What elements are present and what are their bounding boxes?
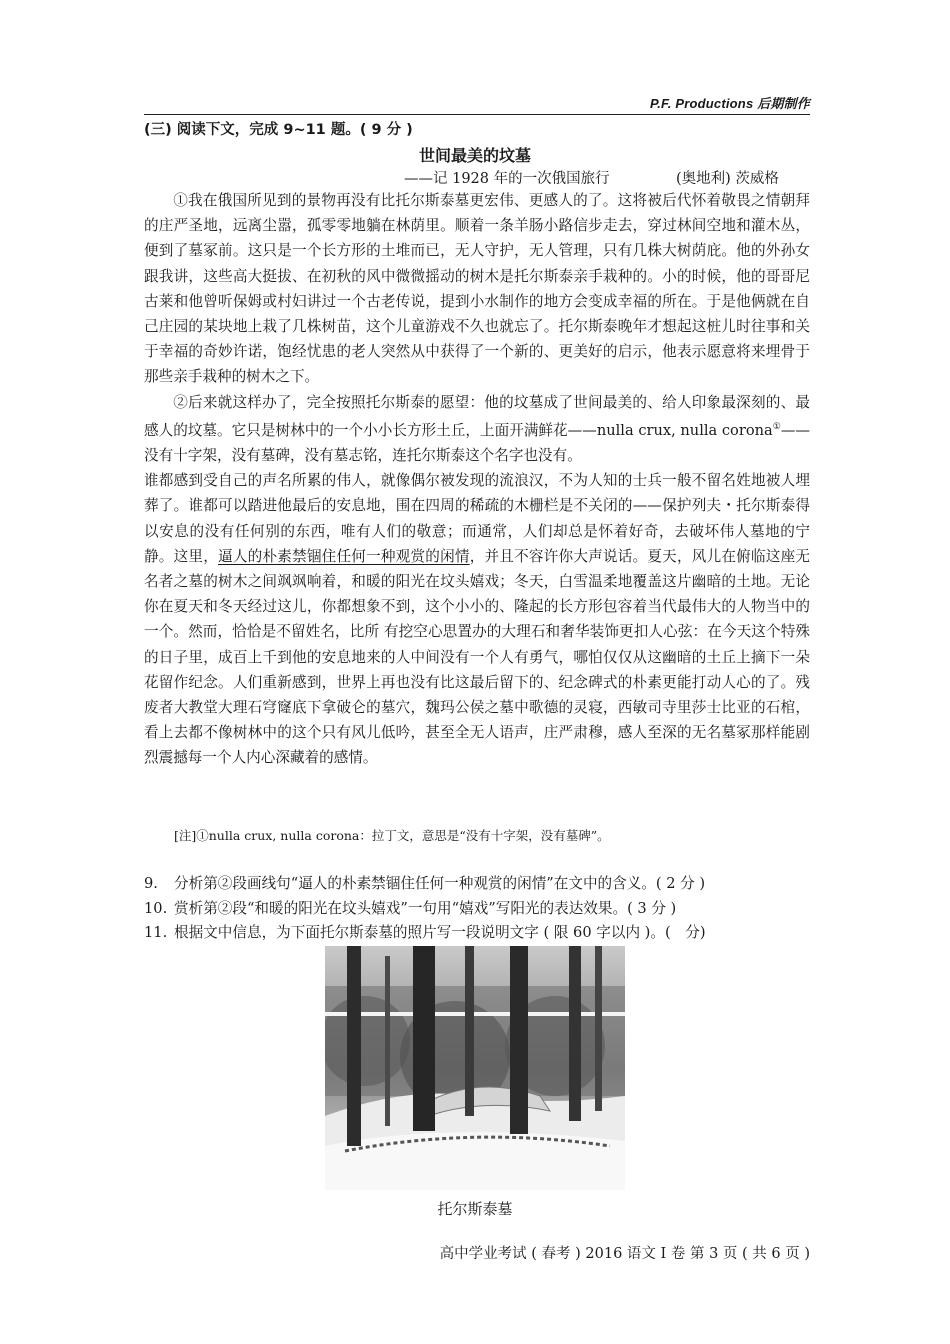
question-number: 10.	[144, 899, 168, 917]
underlined-sentence: 逼人的朴素禁锢住任何一种观赏的闲情	[218, 547, 470, 565]
paragraph-3-part-2: ，并且不容许你大声说话。夏天，风儿在俯临这座无名者之墓的树木之间飒飒响着，和暖的阳光在坟头嬉戏；冬天，白雪温柔地覆盖这片幽暗的土地。无论你在夏天和冬天经过这儿，你都想象不到，这个小小的、隆起的长方形包容着当代最伟大的人物当中的一个。然而，恰恰是不留姓名，比所 有挖空心思置办的大理石和奢华装饰更扣人心弦：在今天这个特殊的日子里，成百上千到他的安息地来的人中间没有一个人有勇气，哪怕仅仅从这幽暗的土丘上摘下一朵花留作纪念。人们重新感到，世界上再也没有比这最后留下的、纪念碑式的朴素更能打动人心的了。残废者大教堂大理石穹窿底下拿破仑的墓穴，魏玛公侯之墓中歌德的灵寝，西敏司寺里莎士比亚的石棺，看上去都不像树林中的这个只有风儿低吟，甚至全无人语声，庄严肃穆，感人至深的无名墓冢那样能剧烈震撼每一个人内心深藏着的感情。	[144, 547, 810, 767]
paragraph-2	[144, 390, 810, 468]
article-subtitle: ——记 1928 年的一次俄国旅行	[404, 171, 610, 187]
forest-grave-image	[325, 946, 625, 1190]
tolstoy-grave-photo	[325, 946, 625, 1190]
header-rule	[144, 114, 810, 115]
paragraph-3	[144, 468, 810, 770]
question-text: 赏析第②段“和暖的阳光在坟头嬉戏”一句用“嬉戏”写阳光的表达效果。( 3 分 )	[174, 899, 677, 917]
question-text: 分析第②段画线句“逼人的朴素禁锢住任何一种观赏的闲情”在文中的含义。( 2 分 )	[174, 875, 706, 892]
page-footer: 高中学业考试 ( 春考 ) 2016 语文 I 卷 第 3 页 ( 共 6 页 )	[439, 1246, 810, 1262]
paragraph-2-part-1: ②后来就这样办了，完全按照托尔斯泰的愿望：他的坟墓成了世间最美的、给人印象最深刻的、最感人的坟墓。它只是树林中的一个小小长方形土丘，上面开满鲜花——nulla crux, nulla corona	[144, 393, 810, 439]
paragraph-2-part-2: ——没有十字架，没有墓碑，没有墓志铭，连托尔斯泰这个名字也没有。	[144, 421, 810, 464]
article-author: (奥地利) 茨威格	[676, 171, 779, 187]
question-number: 11.	[144, 924, 168, 941]
question-number: 9.	[144, 875, 158, 892]
photo-caption: 托尔斯泰墓	[437, 1200, 513, 1218]
article-body	[144, 188, 810, 771]
paragraph-1: ①我在俄国所见到的景物再没有比托尔斯泰墓更宏伟、更感人的了。这将被后代怀着敬畏之情朝拜的庄严圣地，远离尘嚣，孤零零地躺在林荫里。顺着一条羊肠小路信步走去，穿过林间空地和灌木丛，便到了墓冢前。这只是一个长方形的土堆而已，无人守护，无人管理，只有几株大树荫庇。他的外孙女跟我讲，这些高大挺拔、在初秋的风中微微摇动的树木是托尔斯泰亲手栽种的。小的时候，他的哥哥尼古莱和他曾听保姆或村妇讲过一个古老传说，提到小水制作的地方会变成幸福的所在。于是他俩就在自己庄园的某块地上栽了几株树苗，这个儿童游戏不久也就忘了。托尔斯泰晚年才想起这桩儿时往事和关于幸福的奇妙许诺，饱经忧患的老人突然从中获得了一个新的、更美好的启示，他表示愿意将来埋骨于那些亲手栽种的树木之下。	[144, 192, 810, 386]
footnote-mark: ①	[772, 421, 781, 432]
question-9	[144, 872, 706, 897]
header-brand: P.F. Productions 后期制作	[650, 96, 810, 111]
question-list	[144, 872, 706, 946]
footnote: [注]①nulla crux, nulla corona：拉丁文，意思是“没有十字架，没有墓碑”。	[174, 828, 610, 843]
question-text: 根据文中信息，为下面托尔斯泰墓的照片写一段说明文字 ( 限 60 字以内 )。( 分)	[174, 924, 706, 941]
paragraph-3-part-1: 谁都感到受自己的声名所累的伟人，就像偶尔被发现的流浪汉，不为人知的士兵一般不留名姓地被人埋葬了。谁都可以踏进他最后的安息地，围在四周的稀疏的木栅栏是不关闭的——保护列夫・托尔斯泰得以安息的没有任何别的东西，唯有人们的敬意；而通常，人们却总是怀着好奇，去破坏伟人墓地的宁静。这里，	[144, 472, 810, 565]
question-11	[144, 921, 706, 946]
section-title: (三) 阅读下文，完成 9~11 题。( 9 分 )	[144, 122, 413, 138]
article-title: 世间最美的坟墓	[418, 146, 531, 165]
question-10	[144, 897, 706, 922]
